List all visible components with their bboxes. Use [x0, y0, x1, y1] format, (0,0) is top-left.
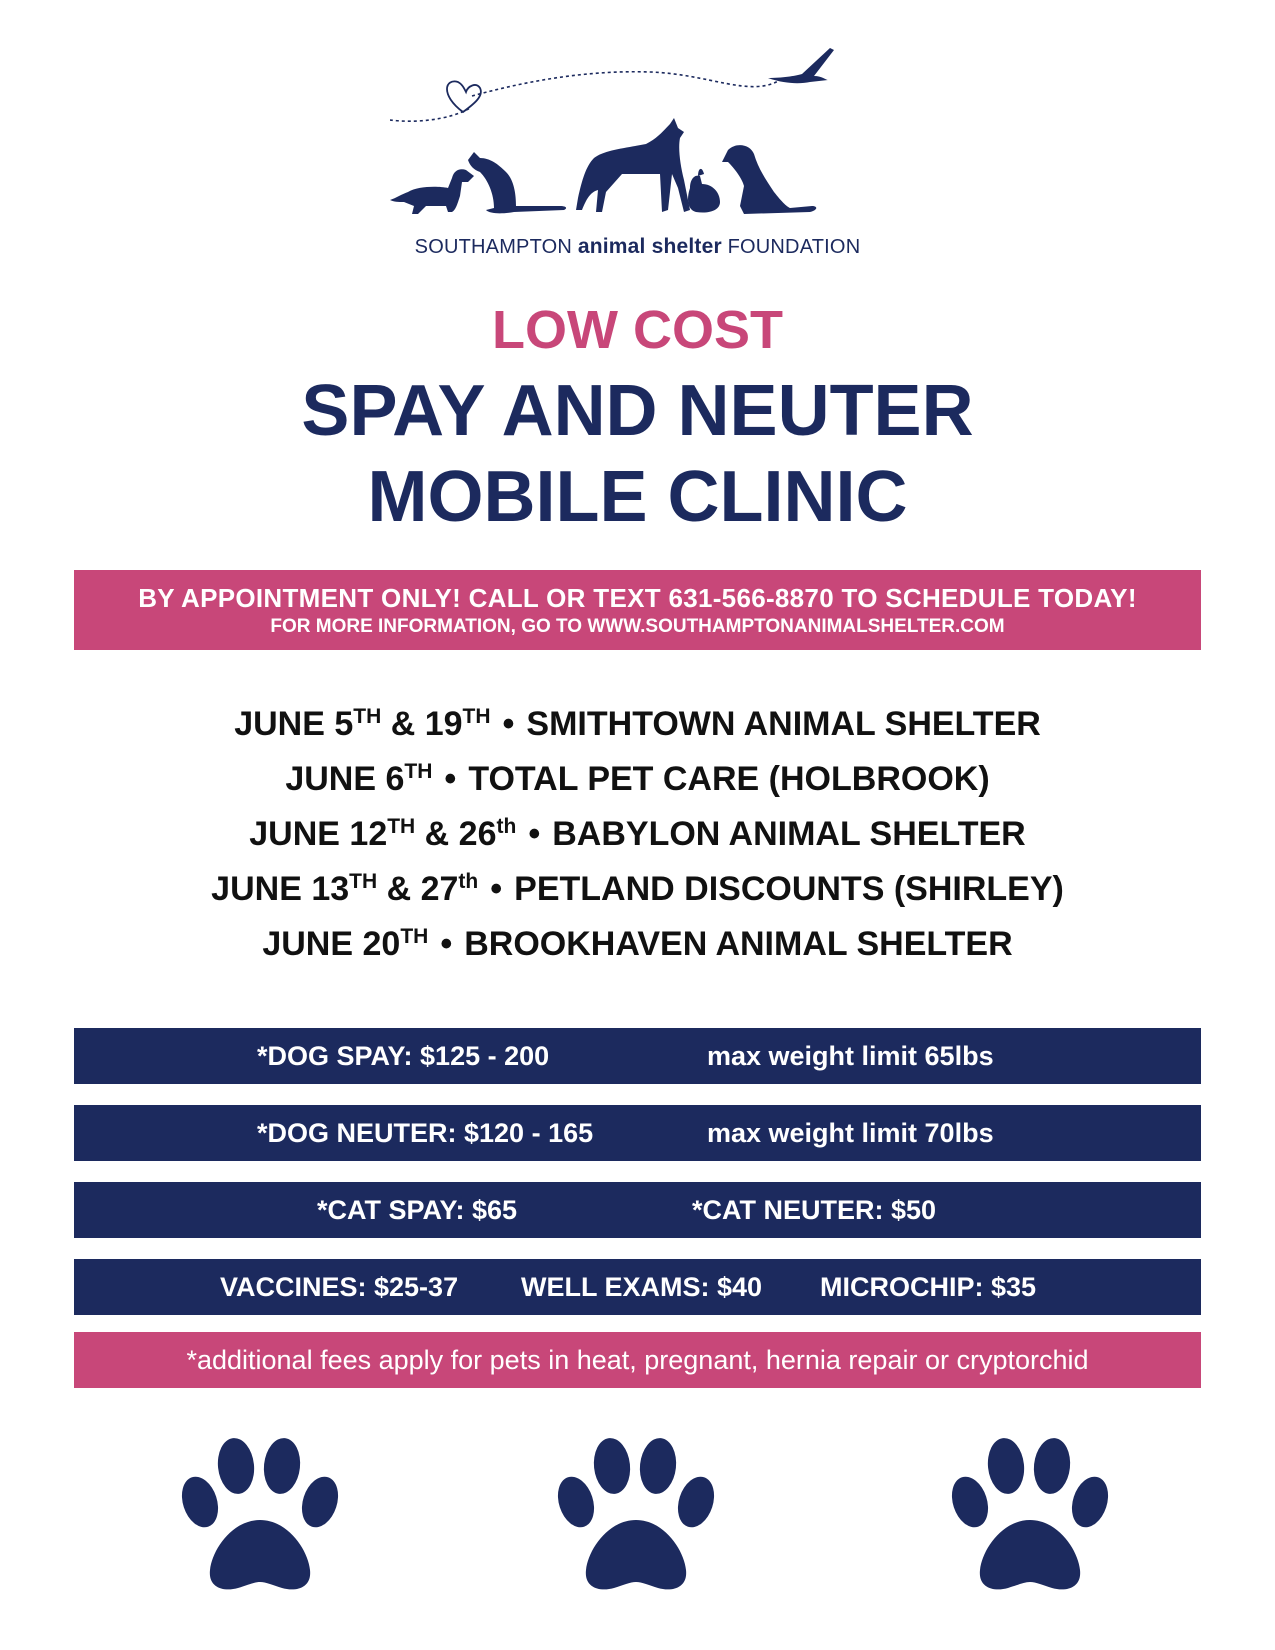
- paw-print-icon: [180, 1432, 342, 1594]
- date-suffix: TH: [400, 925, 429, 948]
- bullet-separator: •: [444, 760, 457, 798]
- schedule-date: JUNE 13: [211, 870, 350, 908]
- schedule-location: SMITHTOWN ANIMAL SHELTER: [526, 705, 1041, 743]
- bunny-icon: [688, 169, 720, 213]
- schedule-date-second: & 26: [415, 815, 497, 853]
- schedule-date: JUNE 6: [285, 760, 405, 798]
- cat-neuter-price: *CAT NEUTER: $50: [692, 1195, 937, 1225]
- heart-icon: [447, 81, 481, 112]
- vaccines-price: VACCINES: $25-37: [220, 1272, 459, 1302]
- paw-print-icon: [950, 1432, 1112, 1594]
- appointment-banner: [74, 570, 1201, 650]
- bullet-separator: •: [528, 815, 541, 853]
- schedule-row: [0, 807, 1275, 862]
- dog-spay-weight-limit: max weight limit 65lbs: [707, 1041, 994, 1071]
- schedule-date: JUNE 5: [234, 705, 354, 743]
- paw-print-icon: [556, 1432, 718, 1594]
- logo-wordmark: [0, 235, 1275, 259]
- dog-spay-price: *DOG SPAY: $125 - 200: [257, 1041, 550, 1071]
- schedule-location: BABYLON ANIMAL SHELTER: [552, 815, 1026, 853]
- dog-neuter-price: *DOG NEUTER: $120 - 165: [257, 1118, 594, 1148]
- schedule-date: JUNE 12: [249, 815, 388, 853]
- date-suffix: TH: [404, 760, 433, 783]
- schedule-location: PETLAND DISCOUNTS (SHIRLEY): [514, 870, 1064, 908]
- howling-dog-icon: [576, 118, 690, 212]
- dog-spay-price-bar: [74, 1028, 1201, 1084]
- services-price-bar: [74, 1259, 1201, 1315]
- dachshund-icon: [390, 169, 474, 214]
- date-suffix: TH: [387, 815, 416, 838]
- date-suffix: TH: [353, 705, 382, 728]
- dog-neuter-price-bar: [74, 1105, 1201, 1161]
- logo-text-bold: animal shelter: [577, 235, 722, 258]
- well-exams-price: WELL EXAMS: $40: [521, 1272, 763, 1302]
- cat-spay-price: *CAT SPAY: $65: [317, 1195, 518, 1225]
- date-suffix: th: [496, 815, 517, 838]
- schedule-location: BROOKHAVEN ANIMAL SHELTER: [464, 925, 1013, 963]
- date-suffix: th: [458, 870, 479, 893]
- logo-text-left: SOUTHAMPTON: [414, 236, 578, 258]
- schedule-date-second: & 27: [377, 870, 459, 908]
- appointment-website-text: FOR MORE INFORMATION, GO TO WWW.SOUTHAMPTONANIMALSHELTER.COM: [270, 616, 1005, 637]
- schedule-location: TOTAL PET CARE (HOLBROOK): [468, 760, 990, 798]
- date-suffix: TH: [462, 705, 491, 728]
- cat-price-bar: [74, 1182, 1201, 1238]
- appointment-phone-text: BY APPOINTMENT ONLY! CALL OR TEXT 631-566-8870 TO SCHEDULE TODAY!: [138, 583, 1137, 613]
- schedule-date: JUNE 20: [262, 925, 401, 963]
- additional-fees-note: *additional fees apply for pets in heat, pregnant, hernia repair or cryptorchid: [74, 1332, 1201, 1388]
- page-title-line2: MOBILE CLINIC: [367, 457, 908, 537]
- bullet-separator: •: [440, 925, 453, 963]
- date-suffix: TH: [349, 870, 378, 893]
- clinic-schedule: [0, 697, 1275, 972]
- low-cost-heading: LOW COST: [492, 300, 783, 360]
- bullet-separator: •: [502, 705, 515, 743]
- microchip-price: MICROCHIP: $35: [820, 1272, 1037, 1302]
- bullet-separator: •: [490, 870, 503, 908]
- schedule-row: [0, 862, 1275, 917]
- schedule-row: [0, 752, 1275, 807]
- page-title-line1: SPAY AND NEUTER: [301, 371, 974, 451]
- spaniel-icon: [722, 145, 816, 214]
- cat-icon: [468, 152, 566, 213]
- schedule-date-second: & 19: [381, 705, 463, 743]
- schedule-row: [0, 697, 1275, 752]
- dog-neuter-weight-limit: max weight limit 70lbs: [707, 1118, 994, 1148]
- logo-text-right: FOUNDATION: [721, 236, 861, 258]
- bird-icon: [768, 48, 834, 83]
- schedule-row: [0, 917, 1275, 972]
